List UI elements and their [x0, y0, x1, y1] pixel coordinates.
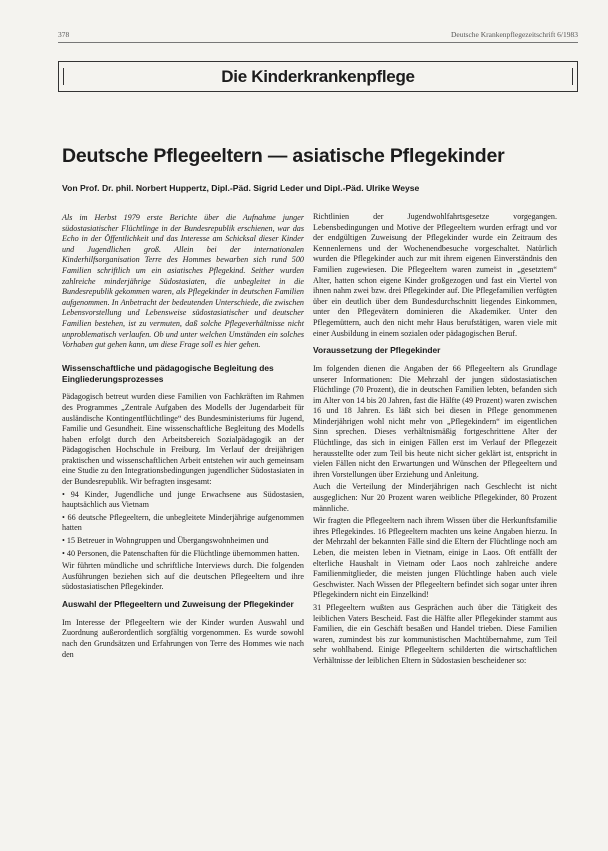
body-paragraph: Im folgenden dienen die Angaben der 66 Pflegeeltern als Grundlage unserer Informationen: Die Mehrzahl der jungen südostasiatischen Flüchtlinge (70 Prozent), die in deutschen Familien lebten, befanden sich im Alter von 14 bis 20 Jahren, fast die Hälfte (49 Prozent) waren zwischen 16 und 18 Jahren. Es läßt sich bei diesen in Pflege genommenen Minderjährigen wohl nicht mehr von „Pflegekindern“ im eigentlichen Sinn sprechen. Dieses verhältnismäßig fortgeschrittene Alter der Flüchtlinge, das sich in einigen Fällen erst im Verlauf der Pflegezeit herausstellte oder zum Teil bis heute nicht sicher geklärt ist, entspricht in vielen Fällen nicht den Erwartungen und Wünschen der Pflegeeltern und ihren Vorstellungen über Erziehung und Anleitung. — [313, 363, 557, 479]
body-paragraph: Richtlinien der Jugendwohlfahrtsgesetze vorgegangen. Lebensbedingungen und Motive der Pflegeeltern wurden erfragt und vor der endgültigen Zuweisung der Pflegekinder wurde ein Zeitraum des Kennenlernens und der Wochenendbesuche vorgeschaltet. Natürlich wurden die Pflegekinder auch zur mit ihrem eigenen Einverständnis den Familien zugewiesen. Die Pflegeeltern waren zumeist in „gesetztem“ Alter, hatten schon eigene Kinder großgezogen und fast ein Viertel von ihnen nahm zwei bzw. drei Pflegekinder auf. Die Pflegefamilien verfügten über ein deutlich über dem Bundesdurchschnitt liegendes Einkommen, unter den Pflegevätern dominieren die Akademiker. Unter den Pflegemüttern, auch den nicht mehr Haus berufstätigen, waren viele mit einer Ausbildung in einem sozialen oder pädagogischen Beruf. — [313, 212, 557, 338]
body-paragraph: Im Interesse der Pflegeeltern wie der Kinder wurden Auswahl und Zuordnung außerordentlich sorgfältig vorgenommen. Es wurde sowohl nach den Grundsätzen und Erfahrungen von Terre des Hommes wie nach den — [62, 617, 304, 659]
left-column — [62, 213, 304, 662]
body-paragraph: Auch die Verteilung der Minderjährigen nach Geschlecht ist nicht ausgeglichen: Nur 20 Prozent waren weibliche Pflegekinder, 80 Prozent männliche. — [313, 482, 557, 513]
right-column — [313, 212, 557, 669]
bullet-item: • 66 deutsche Pflegeeltern, die unbegleitete Minderjährige aufgenommen hatten — [62, 512, 304, 533]
section-title: Die Kinderkrankenpflege — [221, 67, 415, 86]
header-rule — [58, 42, 578, 43]
subheading-selection: Auswahl der Pflegeeltern und Zuweisung der Pflegekinder — [62, 599, 294, 609]
body-paragraph: Pädagogisch betreut wurden diese Familien von Fachkräften im Rahmen des Programmes „Zentrale Aufgaben des Modells der Jugendarbeit für ausländische Kontingentflüchtlinge“ des Bundesministeriums für Jugend, Familie und Gesundheit. Eine wissenschaftliche Begleitung des Modells haben erfolgt durch den Arbeitsbereich Sozialpädagogik an der Pädagogischen Hochschule in Freiburg. Im Verlauf der dreijährigen praktischen und wissenschaftlichen Arbeit entstehen wir auch gemeinsam eine Studie zu den Integrationsbedingungen jugendlicher Südostasiaten in der Bundesrepublik. Wir befragten insgesamt: — [62, 392, 304, 487]
article-authors: Von Prof. Dr. phil. Norbert Huppertz, Dipl.-Päd. Sigrid Leder und Dipl.-Päd. Ulrike Weyse — [62, 183, 420, 193]
page-number: 378 — [58, 30, 70, 39]
article-title: Deutsche Pflegeeltern — asiatische Pflegekinder — [62, 145, 505, 167]
body-paragraph: Wir fragten die Pflegeeltern nach ihrem Wissen über die Herkunftsfamilie ihres Pflegekindes. 16 Pflegeeltern machten uns keine Angaben hierzu. In der Mehrzahl der bekannten Fälle sind die Eltern der Flüchtlinge noch am Leben, die meisten leben in Vietnam, einige in Laos. Oft entfällt der elterliche Haushalt in Vietnam oder Laos noch zahlreiche andere Familienmitglieder, die meisten jungen Flüchtlinge haben auch viele Geschwister. Nach Wissen der Pflegeeltern befindet sich sogar unter ihren Pflegekindern nicht ein Einzelkind! — [313, 516, 557, 600]
bullet-item: • 40 Personen, die Patenschaften für die Flüchtlinge übernommen hatten. — [62, 548, 300, 558]
intro-paragraph: Als im Herbst 1979 erste Berichte über die Aufnahme junger südostasiatischer Flüchtlinge in der Bundesrepublik erschienen, war das Echo in der Öffentlichkeit und das Interesse am Schicksal dieser Kinder und Jugendlichen groß. Allein bei der internationalen Kinderhilfsorganisation Terre des Hommes bewarben sich rund 500 Familien schriftlich um ein asiatisches Pflegekind. Seither wurden zahlreiche minderjährige Südostasiaten, die unbegleitet in die Bundesrepublik gekommen waren, als Pflegekinder in deutschen Familien aufgenommen. In Anbetracht der bedeutenden Unterschiede, die zwischen Lebensvorstellung und Lebensweise südostasiatischer und deutscher Familien bestehen, ist zu vermuten, daß solche Pflegeverhältnisse nicht unproblematisch verlaufen. Ob und unter welchen Umständen ein solches Vorhaben gut gehen kann, um diese Frage soll es hier gehen. — [62, 213, 304, 350]
bullet-item: • 94 Kinder, Jugendliche und junge Erwachsene aus Südostasien, hauptsächlich aus Vietnam — [62, 489, 304, 510]
body-paragraph: Wir führten mündliche und schriftliche Interviews durch. Die folgenden Ausführungen beziehen sich auf die deutschen Pflegeeltern und ihre südostasiatischen Pflegekinder. — [62, 561, 304, 592]
journal-name: Deutsche Krankenpflegezeitschrift 6/1983 — [450, 30, 578, 39]
body-paragraph: 31 Pflegeeltern wußten aus Gesprächen auch über die Tätigkeit des leiblichen Vaters Bescheid. Fast die Hälfte aller Pflegekinder stammt aus Familien, die ein Geschäft besaßen und Handel trieben. Diese Familien waren, zumindest bis zur kommunistischen Machtübernahme, zum Teil sehr wohlhabend. Einige Pflegeeltern schilderten die wirtschaftlichen Verhältnisse der leiblichen Eltern in Südostasien bescheidener so: — [313, 602, 557, 665]
running-header — [58, 30, 578, 42]
subheading-scientific-support: Wissenschaftliche und pädagogische Begleitung des Eingliederungsprozesses — [62, 362, 274, 384]
section-banner — [58, 61, 578, 92]
bullet-item: • 15 Betreuer in Wohngruppen und Übergangswohnheimen und — [62, 536, 269, 546]
subheading-prerequisites: Voraussetzung der Pflegekinder — [313, 345, 441, 356]
